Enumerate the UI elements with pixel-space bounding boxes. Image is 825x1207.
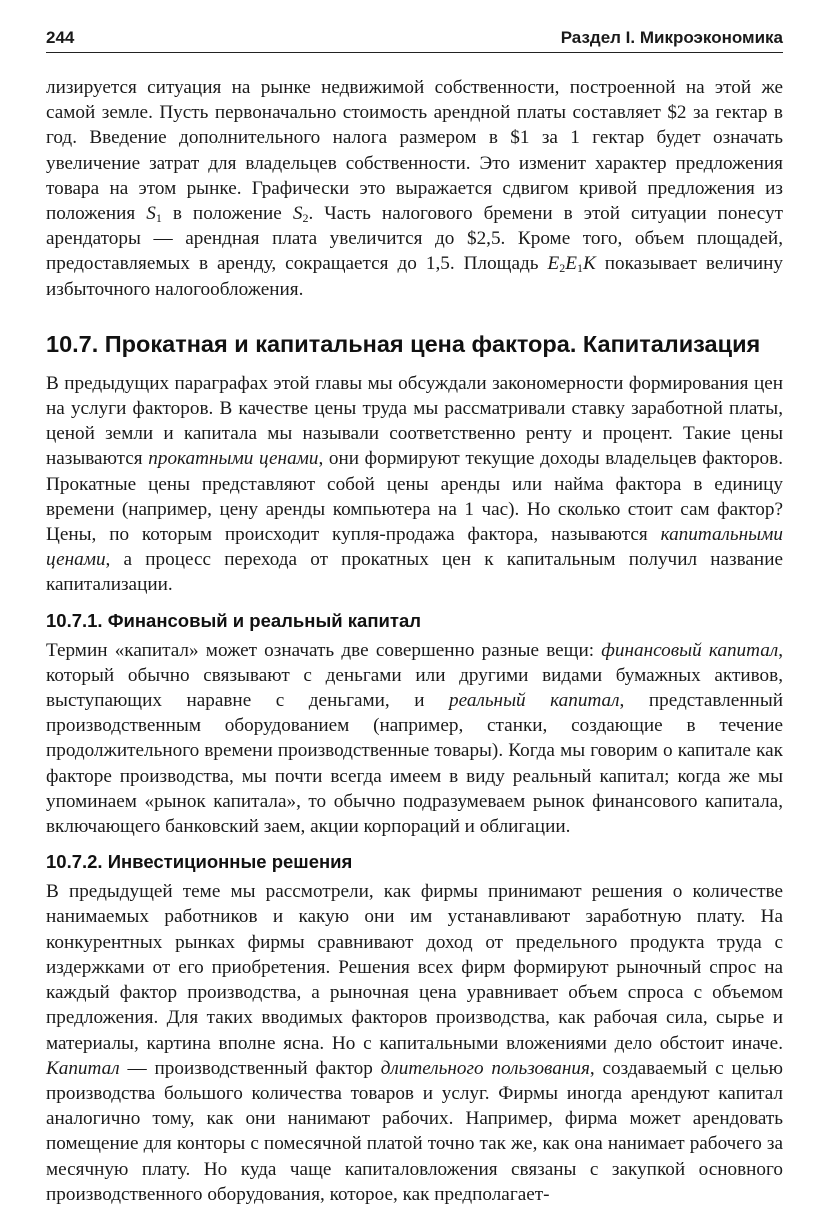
running-header	[46, 0, 783, 53]
paragraph-tax-burden: лизируется ситуация на рынке недвижимой собственности, построенной на этой же самой земле. Пусть первоначально стоимость арендной платы составляет $2 за гектар в год. Введение дополнительного налога размером в $1 за 1 гектар будет означать увеличение затрат для владельцев собственности. Это изменит характер предложения товара на этом рынке. Графически это выражается сдвигом кривой предложения из положения $S_1$ в положение $S_2$. Часть налогового бремени в этой ситуации понесут арендаторы — арендная плата увеличится до $2,5. Кроме того, объем площадей, предоставляемых в аренду, сокращается до 1,5. Площадь $E_2E_1K$ показывает величину избыточного налогообложения.	[46, 77, 783, 300]
section-title: Раздел I. Микроэкономика	[560, 28, 783, 47]
heading-10-7-2: 10.7.2. Инвестиционные решения	[46, 851, 353, 873]
paragraph-rental-prices: В предыдущих параграфах этой главы мы обсуждали закономерности формирования цен на услуги факторов. В качестве цены труда мы рассматривали ставку заработной платы, ценой земли и капитала мы называли соответственно ренту и процент. Такие цены называются прокатными ценами, они формируют текущие доходы владельцев факторов. Прокатные цены представляют собой цены аренды или найма фактора в единицу времени (например, цену аренды компьютера на 1 час). Но сколько стоит сам фактор? Цены, по которым происходит купля-продажа фактора, называются капитальными ценами, а процесс перехода от прокатных цен к капитальным получил название капитализации.	[46, 372, 783, 596]
heading-10-7-1: 10.7.1. Финансовый и реальный капитал	[46, 609, 421, 631]
paragraph-investment-decisions: В предыдущей теме мы рассмотрели, как фирмы принимают решения о количестве нанимаемых работников и какую они им устанавливают заработную плату. На конкурентных рынках фирмы сравнивают доход от предельного продукта труда с издержками от его приобретения. Решения всех фирм формируют рыночный спрос на каждый фактор производства, а рыночная цена уравнивает объем спроса с объемом предложения. Для таких вводимых факторов производства, как рабочая сила, сырье и материалы, картина вполне ясна. Но с капитальными вложениями дело обстоит иначе. Капитал — производственный фактор длительного пользования, создаваемый с целью производства большого количества товаров и услуг. Фирмы иногда арендуют капитал аналогично тому, как они нанимают рабочих. Например, фирма может арендовать помещение для конторы с помесячной платой точно так же, как она нанимает рабочего за месячную плату. Но куда чаще капиталовложения связаны с закупкой основного производственного оборудования, которое, как предполагает-	[46, 881, 784, 1205]
page-number: 244	[46, 28, 75, 47]
paragraph-capital-types: Термин «капитал» может означать две совершенно разные вещи: финансовый капитал, который обычно связывают с деньгами или другими видами бумажных активов, выступающих наравне с деньгами, и реальный капитал, представленный производственным оборудованием (например, станки, создающие в течение продолжительного времени производственные товары). Когда мы говорим о капитале как факторе производства, мы почти всегда имеем в виду реальный капитал; когда же мы упоминаем «рынок капитала», то обычно подразумеваем рынок финансового капитала, включающего банковский заем, акции корпораций и облигации.	[46, 639, 784, 838]
heading-10-7: 10.7. Прокатная и капитальная цена фактора. Капитализация	[46, 330, 761, 357]
